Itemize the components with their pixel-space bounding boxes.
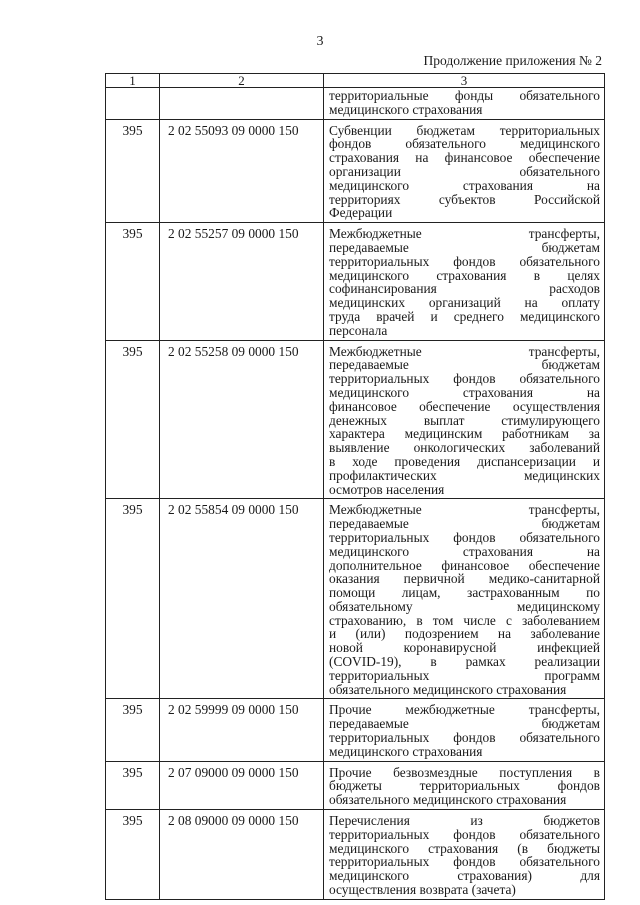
description-line: Федерации — [329, 205, 393, 221]
description-cell — [324, 499, 605, 699]
description-line: новой коронавирусной инфекцией — [329, 640, 600, 656]
table-row — [106, 88, 605, 120]
description-cell — [324, 119, 605, 223]
revenue-code-cell: 2 02 59999 09 0000 150 — [160, 699, 324, 761]
admin-code-cell: 395 — [106, 499, 160, 699]
admin-code-cell: 395 — [106, 223, 160, 340]
description-line: медицинского страхования — [329, 101, 483, 117]
description-line: территориальные фонды обязательного — [329, 88, 600, 103]
table-body — [106, 88, 605, 900]
description-line: персонала — [329, 322, 388, 338]
description-line: страхованию, в том числе с заболеванием — [329, 612, 600, 628]
description-cell — [324, 761, 605, 809]
description-line: осуществления возврата (зачета) — [329, 882, 516, 898]
description-line: оказания первичной медико-санитарной — [329, 571, 600, 587]
description-line: медицинских организаций на оплату — [329, 295, 600, 311]
admin-code-cell: 395 — [106, 340, 160, 499]
description-line: денежных выплат стимулирующего — [329, 412, 600, 428]
description-line: организации обязательного — [329, 163, 600, 179]
description-line: медицинского страхования на — [329, 384, 600, 400]
description-line: передаваемые бюджетам — [329, 357, 600, 373]
description-line: обязательному медицинскому — [329, 598, 600, 614]
description-line: характера медицинским работникам за — [329, 426, 600, 442]
revenue-code-cell: 2 07 09000 09 0000 150 — [160, 761, 324, 809]
revenue-code-cell: 2 02 55854 09 0000 150 — [160, 499, 324, 699]
description-line: территориальных программ — [329, 667, 600, 683]
description-line: обязательного медицинского страхования — [329, 681, 567, 697]
description-cell — [324, 340, 605, 499]
description-line: софинансирования расходов — [329, 281, 600, 297]
description-line: Межбюджетные трансферты, — [329, 502, 600, 518]
table-row — [106, 499, 605, 699]
admin-code-cell: 395 — [106, 119, 160, 223]
description-line: (COVID-19), в рамках реализации — [329, 654, 600, 670]
description-line: Перечисления из бюджетов — [329, 813, 600, 829]
description-line: медицинского страхования (в бюджеты — [329, 840, 600, 856]
description-line: страхования на финансовое обеспечение — [329, 150, 600, 166]
description-line: фондов обязательного медицинского — [329, 136, 600, 152]
column-header-1: 1 — [106, 74, 160, 88]
description-line: труда врачей и среднего медицинского — [329, 308, 600, 324]
description-line: медицинского страхования — [329, 743, 483, 759]
description-line: территориальных фондов обязательного — [329, 854, 600, 870]
admin-code-cell: 395 — [106, 761, 160, 809]
description-cell — [324, 88, 605, 120]
description-line: территориальных фондов обязательного — [329, 529, 600, 545]
description-line: Межбюджетные трансферты, — [329, 343, 600, 359]
revenue-code-cell: 2 02 55258 09 0000 150 — [160, 340, 324, 499]
appendix-continuation-label: Продолжение приложения № 2 — [423, 53, 602, 68]
column-header-2: 2 — [160, 74, 324, 88]
revenue-code-cell — [160, 88, 324, 120]
description-line: в ходе проведения диспансеризации и — [329, 453, 600, 469]
description-line: медицинского страхования на — [329, 177, 600, 193]
description-line: Прочие безвозмездные поступления в — [329, 764, 600, 780]
description-line: Межбюджетные трансферты, — [329, 226, 600, 242]
description-cell — [324, 699, 605, 761]
revenue-code-cell: 2 02 55093 09 0000 150 — [160, 119, 324, 223]
description-line: передаваемые бюджетам — [329, 716, 600, 732]
description-line: финансовое обеспечение осуществления — [329, 398, 600, 414]
description-line: территориальных фондов обязательного — [329, 371, 600, 387]
table-header-row — [106, 74, 605, 88]
table-row — [106, 699, 605, 761]
table-row — [106, 810, 605, 900]
description-line: территориях субъектов Российской — [329, 191, 600, 207]
description-line: осмотров населения — [329, 481, 445, 497]
description-line: территориальных фондов обязательного — [329, 730, 600, 746]
description-cell — [324, 223, 605, 340]
description-line: Прочие межбюджетные трансферты, — [329, 702, 600, 718]
admin-code-cell: 395 — [106, 810, 160, 900]
description-line: и (или) подозрением на заболевание — [329, 626, 600, 642]
description-line: выявление онкологических заболеваний — [329, 440, 600, 456]
table-row — [106, 223, 605, 340]
description-line: медицинского страхования на — [329, 543, 600, 559]
table-row — [106, 340, 605, 499]
revenue-code-cell: 2 08 09000 09 0000 150 — [160, 810, 324, 900]
admin-code-cell — [106, 88, 160, 120]
table-row — [106, 761, 605, 809]
description-line: дополнительное финансовое обеспечение — [329, 557, 600, 573]
admin-code-cell: 395 — [106, 699, 160, 761]
description-line: передаваемые бюджетам — [329, 516, 600, 532]
description-line: медицинского страхования) для — [329, 868, 600, 884]
description-line: территориальных фондов обязательного — [329, 253, 600, 269]
table-row — [106, 119, 605, 223]
budget-codes-table — [105, 73, 605, 900]
description-line: передаваемые бюджетам — [329, 239, 600, 255]
page-number: 3 — [316, 34, 324, 49]
column-header-3: 3 — [324, 74, 605, 88]
description-line: медицинского страхования в целях — [329, 267, 600, 283]
description-cell — [324, 810, 605, 900]
description-line: профилактических медицинских — [329, 467, 600, 483]
revenue-code-cell: 2 02 55257 09 0000 150 — [160, 223, 324, 340]
description-line: обязательного медицинского страхования — [329, 792, 567, 808]
description-line: Субвенции бюджетам территориальных — [329, 122, 600, 138]
description-line: бюджеты территориальных фондов — [329, 778, 600, 794]
description-line: территориальных фондов обязательного — [329, 826, 600, 842]
description-line: помощи лицам, застрахованным по — [329, 585, 600, 601]
